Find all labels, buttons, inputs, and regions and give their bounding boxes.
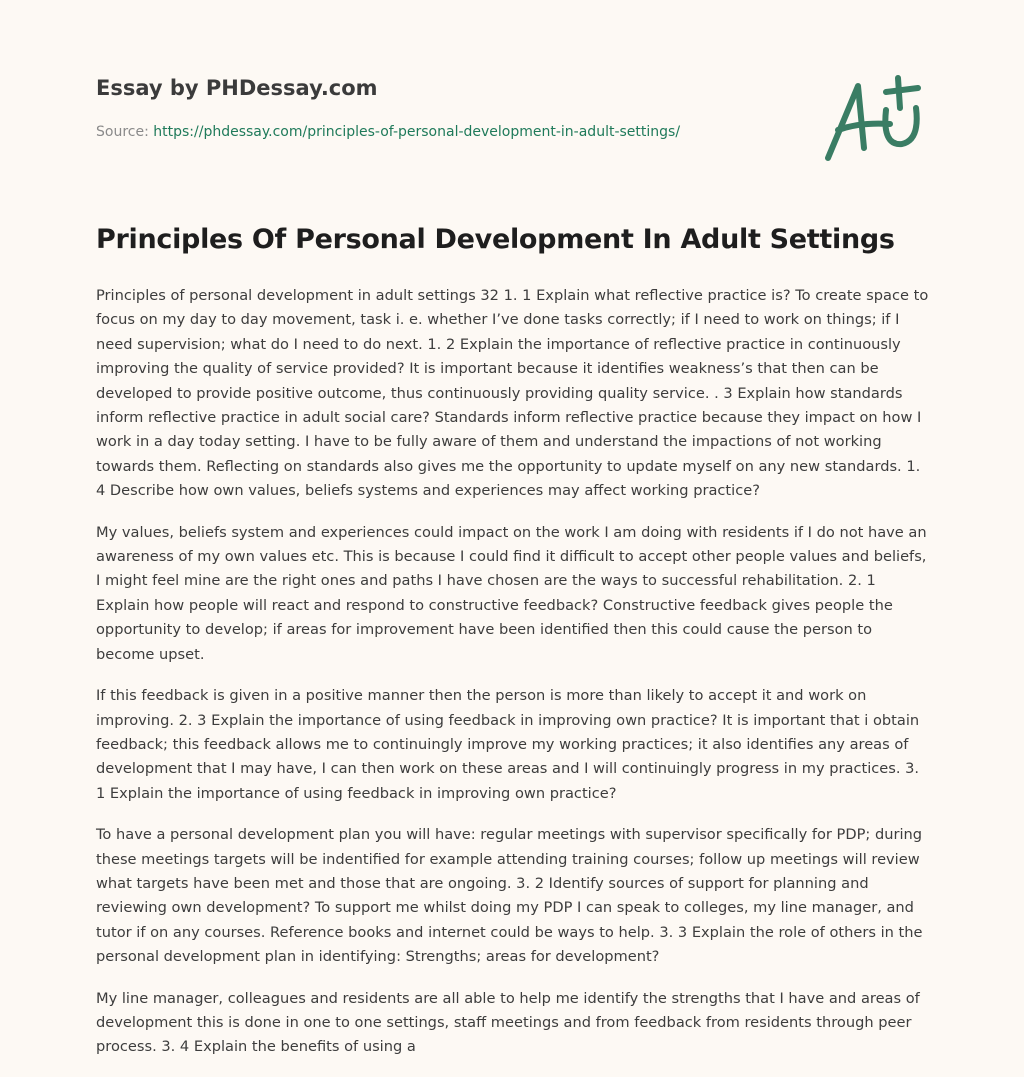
- source-link[interactable]: https://phdessay.com/principles-of-personal-development-in-adult-settings/: [153, 124, 681, 140]
- essay-paragraph: If this feedback is given in a positive manner then the person is more than likely to accept it and work on improving. 2. 3 Explain the importance of using feedback in improving own practice? It is important that i obtain feedback; this feedback allows me to continuingly improve my working practices; it also identifies any areas of development that I may have, I can then work on these areas and I will continuingly progress in my practices. 3. 1 Explain the importance of using feedback in improving own practice?: [96, 687, 920, 802]
- source-label: Source:: [96, 124, 149, 140]
- essay-paragraph: My values, beliefs system and experiences could impact on the work I am doing with residents if I do not have an awareness of my own values etc. This is because I could find it difficult to accept other people values and beliefs, I might feel mine are the right ones and paths I have chosen are the ways to successful rehabilitation. 2. 1 Explain how people will react and respond to constructive feedback? Constructive feedback gives people the opportunity to develop; if areas for improvement have been identified then this could cause the person to become upset.: [96, 523, 927, 663]
- page-title: Principles Of Personal Development In Adult Settings: [96, 224, 895, 255]
- a-plus-logo-icon: [820, 68, 930, 168]
- essay-body: [96, 284, 932, 1077]
- site-brand: Essay by PHDessay.com: [96, 76, 378, 100]
- essay-paragraph: To have a personal development plan you will have: regular meetings with supervisor specifically for PDP; during these meetings targets will be indentified for example attending training courses; follow up meetings will review what targets have been met and those that are ongoing. 3. 2 Identify sources of support for planning and reviewing own development? To support me whilst doing my PDP I can speak to colleges, my line manager, and tutor if on any courses. Reference books and internet could be ways to help. 3. 3 Explain the role of others in the personal development plan in identifying: Strengths; areas for development?: [96, 826, 923, 966]
- essay-paragraph: My line manager, colleagues and residents are all able to help me identify the strengths that I have and areas of development this is done in one to one settings, staff meetings and from feedback from residents through peer process. 3. 4 Explain the benefits of using a: [96, 989, 920, 1056]
- source-line: [96, 124, 680, 140]
- essay-header: [96, 76, 680, 140]
- essay-paragraph: Principles of personal development in adult settings 32 1. 1 Explain what reflective practice is? To create space to focus on my day to day movement, task i. e. whether I’ve done tasks correctly; if I need to work on things; if I need supervision; what do I need to do next. 1. 2 Explain the importance of reflective practice in continuously improving the quality of service provided? It is important because it identifies weakness’s that then can be developed to provide positive outcome, thus continuously providing quality service. . 3 Explain how standards inform reflective practice in adult social care? Standards inform reflective practice because they impact on how I work in a day today setting. I have to be fully aware of them and understand the impactions of not working towards them. Reflecting on standards also gives me the opportunity to update myself on any new standards. 1. 4 Describe how own values, beliefs systems and experiences may affect working practice?: [96, 287, 929, 500]
